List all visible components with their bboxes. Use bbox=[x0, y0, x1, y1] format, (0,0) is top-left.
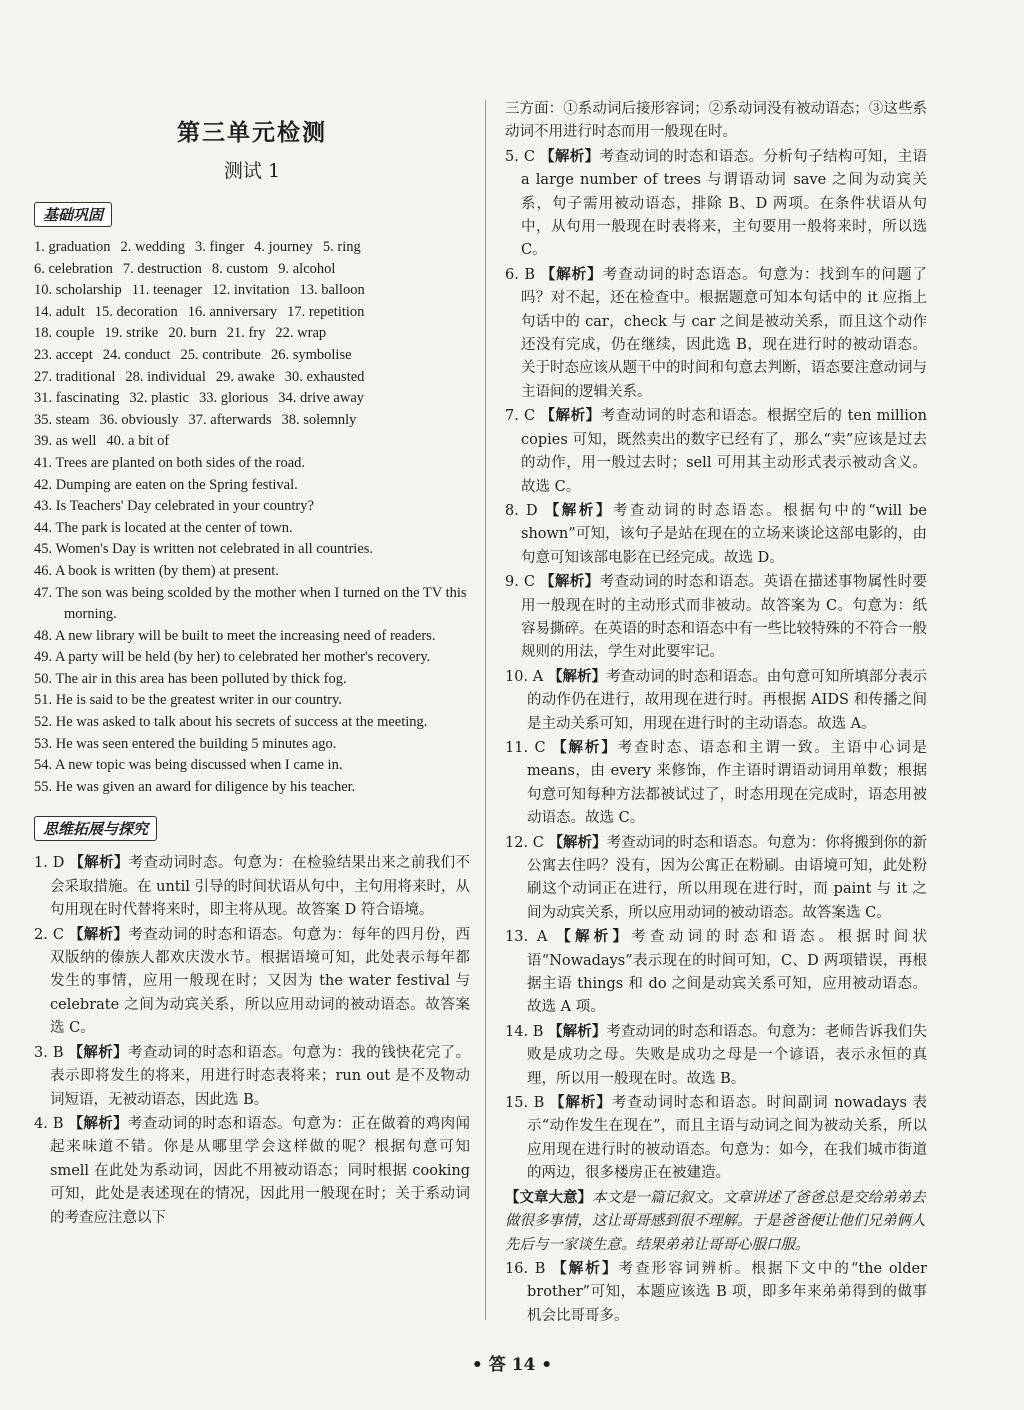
vocab-item: 12. invitation bbox=[212, 282, 290, 299]
sentence-item: 50. The air in this area has been polluted by thick fog. bbox=[34, 670, 347, 687]
vocab-item: 3. finger bbox=[194, 239, 245, 255]
answer-head: 5. C bbox=[505, 148, 535, 165]
answer-head: 13. A bbox=[505, 929, 548, 946]
article-summary bbox=[505, 1186, 927, 1257]
vocab-item: 13. balloon bbox=[299, 282, 365, 299]
answer-tag: 【解析】 bbox=[547, 667, 607, 685]
vocab-item: 39. as well bbox=[34, 433, 97, 450]
answer-text: 考查动词时态和语态。时间副词 nowadays 表示“动作发生在现在”，而且主语与动词之间为被动关系，所以应用现在进行时的被动语态。句意为：如今，在我们城市街道的两边，很多楼房正在被建造。 bbox=[527, 1095, 927, 1182]
vocab-item: 27. traditional bbox=[34, 368, 116, 385]
vocab-item: 37. afterwards bbox=[188, 411, 272, 428]
answer-tag: 【解析】 bbox=[539, 147, 600, 165]
answer-16 bbox=[505, 1257, 927, 1328]
basic-section-tag: 基础巩固 bbox=[34, 202, 112, 227]
answer-tag: 【解析】 bbox=[540, 407, 601, 425]
vocab-item: 1. graduation bbox=[34, 239, 111, 255]
answer-head: 2. C bbox=[34, 926, 64, 943]
vocab-item: 10. scholarship bbox=[34, 282, 122, 299]
sentence-item: 42. Dumping are eaten on the Spring festival. bbox=[34, 476, 298, 493]
answer-head: 3. B bbox=[34, 1044, 64, 1061]
answer-tag: 【解析】 bbox=[68, 925, 129, 943]
sentence-item: 46. A book is written (by them) at present. bbox=[34, 562, 279, 579]
vocab-item: 19. strike bbox=[104, 325, 159, 342]
answer-head: 12. C bbox=[505, 834, 544, 851]
answer-item bbox=[505, 499, 927, 570]
vocab-item: 5. ring bbox=[322, 239, 361, 255]
answer-tag: 【解析】 bbox=[552, 1259, 619, 1277]
answer-tag: 【解析】 bbox=[548, 1022, 607, 1040]
answer-item bbox=[505, 98, 927, 145]
vocab-item: 38. solemnly bbox=[281, 411, 357, 428]
answer-head: 16. B bbox=[505, 1260, 546, 1277]
summary-tag: 【文章大意】 bbox=[505, 1188, 592, 1206]
answer-head: 15. B bbox=[505, 1095, 545, 1112]
answer-head: 7. C bbox=[505, 408, 536, 425]
sentence-item: 48. A new library will be built to meet the increasing need of readers. bbox=[34, 627, 436, 644]
vocab-row bbox=[34, 259, 470, 281]
answer-tag: 【解析】 bbox=[539, 573, 600, 591]
test-subtitle: 测试 1 bbox=[223, 160, 281, 182]
vocab-item: 24. conduct bbox=[102, 346, 171, 363]
sentence-item: 45. Women's Day is written not celebrated in all countries. bbox=[34, 541, 374, 558]
summary-text: 本文是一篇记叙文。文章讲述了爸爸总是交给弟弟去做很多事情，这让哥哥感到很不理解。于是爸爸便让他们兄弟俩人先后与一家谈生意。结果弟弟让哥哥心服口服。 bbox=[505, 1189, 926, 1253]
vocab-row bbox=[34, 410, 470, 432]
answer-tag: 【解析】 bbox=[68, 1114, 129, 1132]
answer-item bbox=[505, 1091, 927, 1186]
answer-text: 考查动词的时态语态。句意为：找到车的问题了吗？对不起，还在检查中。根据题意可知本句话中的 it 应指上句话中的 car，check 与 car 之间是被动关系，而且这个动作还没有完成，仍在继续，因此选 B，现在进行时的被动语态。关于时态应该从题干中的时间和句意去判断，语态要注意动词与主语间的逻辑关系。 bbox=[521, 266, 928, 400]
answer-text: 考查形容词辨析。根据下文中的“the older brother”可知，本题应该选 B 项，即多年来弟弟得到的做事机会比哥哥多。 bbox=[527, 1260, 928, 1324]
answer-item bbox=[34, 851, 470, 922]
vocab-item: 18. couple bbox=[34, 325, 95, 342]
answer-item bbox=[34, 1112, 470, 1230]
vocab-item: 26. symbolise bbox=[270, 346, 352, 363]
vocab-item: 17. repetition bbox=[287, 303, 365, 320]
answer-text: 考查动词的时态和语态。句意为：我的钱快花完了。表示即将发生的将来，用进行时态表将来；run out 是不及物动词短语，无被动语态，因此选 B。 bbox=[50, 1044, 471, 1108]
vocab-item: 7. destruction bbox=[122, 260, 202, 277]
right-column bbox=[505, 98, 927, 1328]
answer-text: 考查动词的时态和语态。句意为：每年的四月份，西双版纳的傣族人都欢庆泼水节。根据语境可知，此处表示每年都发生的事情，应用一般现在时；又因为 the water festival 与 celebrate 之间为动宾关系，所以应用动词的被动语态。故答案选 C。 bbox=[50, 926, 471, 1037]
answer-item bbox=[505, 831, 927, 926]
answer-item bbox=[505, 925, 927, 1020]
unit-title: 第三单元检测 bbox=[177, 119, 327, 146]
answer-text: 考查动词时态。句意为：在检验结果出来之前我们不会采取措施。在 until 引导的时间状语从句中，主句用将来时，从句用现在时代替将来时，即主将从现。故答案 D 符合语境。 bbox=[50, 855, 471, 919]
sentence-item: 43. Is Teachers' Day celebrated in your country? bbox=[34, 498, 314, 515]
answer-tag: 【解析】 bbox=[68, 1043, 129, 1061]
vocab-item: 22. wrap bbox=[275, 325, 327, 342]
vocab-row bbox=[34, 237, 470, 259]
vocab-item: 31. fascinating bbox=[34, 390, 120, 407]
vocab-item: 33. glorious bbox=[198, 390, 269, 407]
answer-head: 8. D bbox=[505, 502, 538, 519]
answer-text: 三方面：①系动词后接形容词；②系动词没有被动语态；③这些系动词不用进行时态而用一般现在时。 bbox=[505, 101, 927, 141]
answer-head: 4. B bbox=[34, 1115, 64, 1132]
sentence-item: 44. The park is located at the center of town. bbox=[34, 519, 293, 536]
vocab-row bbox=[34, 323, 470, 345]
vocab-item: 9. alcohol bbox=[278, 260, 336, 277]
vocab-row bbox=[34, 280, 470, 302]
vocab-item: 20. burn bbox=[168, 325, 217, 342]
sentence-item: 47. The son was being scolded by the mother when I turned on the TV this morning. bbox=[34, 584, 467, 623]
answer-text: 考查动词的时态和语态。句意为：老师告诉我们失败是成功之母。失败是成功之母是一个谚语，表示永恒的真理，所以用一般现在时。故选 B。 bbox=[527, 1023, 928, 1087]
column-divider bbox=[485, 100, 486, 1320]
answer-item bbox=[505, 145, 927, 263]
vocab-item: 6. celebration bbox=[34, 260, 113, 277]
vocab-item: 14. adult bbox=[34, 303, 85, 320]
vocab-item: 34. drive away bbox=[278, 390, 365, 407]
page-number: • 答 14 • bbox=[471, 1355, 553, 1375]
vocab-item: 25. contribute bbox=[180, 346, 261, 363]
answer-text: 考查动词的时态和语态。分析句子结构可知，主语 a large number of trees 与谓语动词 save 之间为动宾关系，句子需用被动语态，排除 B、D 两项。在条件状语从句中，从句用一般现在时表将来，主句要用一般将来时，所以选 C。 bbox=[521, 148, 928, 259]
answer-item bbox=[34, 923, 470, 1041]
vocab-item: 21. fry bbox=[226, 325, 266, 342]
vocab-item: 30. exhausted bbox=[284, 368, 365, 385]
answer-tag: 【解析】 bbox=[544, 501, 613, 519]
vocab-item: 35. steam bbox=[34, 411, 90, 428]
right-answer-list bbox=[505, 98, 927, 1186]
answer-item bbox=[505, 404, 927, 499]
sentence-item: 49. A party will be held (by her) to celebrated her mother's recovery. bbox=[34, 649, 431, 666]
vocab-row bbox=[34, 388, 470, 410]
vocab-item: 16. anniversary bbox=[187, 303, 278, 320]
answer-item bbox=[505, 570, 927, 665]
vocab-item: 2. wedding bbox=[120, 239, 185, 255]
answer-tag: 【解析】 bbox=[69, 854, 129, 872]
explore-section-tag: 思维拓展与探究 bbox=[34, 816, 157, 841]
vocab-item: 40. a bit of bbox=[106, 433, 170, 450]
vocab-item: 15. decoration bbox=[94, 303, 178, 320]
answer-item bbox=[34, 1041, 470, 1112]
answer-text: 考查时态、语态和主谓一致。主语中心词是 means，由 every 来修饰，作主语时谓语动词用单数；根据句意可知每种方法都被试过了，时态用现在完成时，语态用被动语态。故选 C。 bbox=[527, 739, 928, 827]
vocab-item: 11. teenager bbox=[131, 282, 203, 299]
vocab-answers bbox=[34, 237, 470, 453]
answer-tag: 【解析】 bbox=[548, 833, 607, 851]
sentence-item: 51. He is said to be the greatest writer in our country. bbox=[34, 692, 342, 709]
answer-tag: 【解析】 bbox=[556, 928, 632, 946]
sentence-item: 53. He was seen entered the building 5 minutes ago. bbox=[34, 735, 337, 752]
vocab-item: 29. awake bbox=[215, 368, 275, 385]
answer-head: 14. B bbox=[505, 1023, 544, 1040]
answer-text: 考查动词的时态和语态。句意为：你将搬到你的新公寓去住吗？没有，因为公寓正在粉刷。由语境可知，此处粉刷这个动词正在进行，所以用现在进行时，而 paint 与 it 之间为动宾关系，所以应用动词的被动语态。故答案选 C。 bbox=[527, 834, 928, 921]
sentence-answers bbox=[34, 453, 470, 799]
answer-tag: 【解析】 bbox=[540, 265, 603, 283]
answer-text: 考查动词的时态和语态。根据时间状语“Nowadays”表示现在的时间可知，C、D 两项错误，再根据主语 things 和 do 之间是动宾关系可知，应用被动语态。故选 A 项。 bbox=[527, 929, 927, 1016]
vocab-item: 23. accept bbox=[34, 346, 93, 363]
vocab-row bbox=[34, 302, 470, 324]
sentence-item: 55. He was given an award for diligence by his teacher. bbox=[34, 778, 356, 795]
answer-head: 9. C bbox=[505, 574, 535, 591]
vocab-item: 36. obviously bbox=[99, 411, 179, 428]
answer-tag: 【解析】 bbox=[552, 738, 618, 756]
answer-text: 考查动词的时态和语态。根据空后的 ten million copies 可知，既然卖出的数字已经有了，那么“卖”应该是过去的动作，用一般过去时；sell 可用其主动形式表示被动含义。故选 C。 bbox=[521, 408, 928, 495]
vocab-row bbox=[34, 431, 470, 453]
vocab-item: 32. plastic bbox=[129, 390, 189, 407]
answer-head: 10. A bbox=[505, 668, 544, 685]
vocab-item: 28. individual bbox=[125, 368, 206, 385]
answer-head: 11. C bbox=[505, 739, 546, 756]
answer-text: 考查动词的时态语态。根据句中的“will be shown”可知，该句子是站在现在的立场来谈论这部电影的，由句意可知该部电影在已经完成。故选 D。 bbox=[521, 502, 927, 566]
vocab-item: 8. custom bbox=[211, 260, 269, 277]
answer-item bbox=[505, 263, 927, 404]
vocab-row bbox=[34, 367, 470, 389]
sentence-item: 52. He was asked to talk about his secrets of success at the meeting. bbox=[34, 714, 428, 731]
left-column bbox=[34, 100, 470, 1230]
answer-text: 考查动词的时态和语态。由句意可知所填部分表示的动作仍在进行，故用现在进行时。再根据 AIDS 和传播之间是主动关系可知，用现在进行时的主动语态。故选 A。 bbox=[527, 668, 928, 732]
sentence-item: 54. A new topic was being discussed when I came in. bbox=[34, 757, 343, 774]
answer-item bbox=[505, 1020, 927, 1091]
answer-text: 考查动词的时态和语态。英语在描述事物属性时要用一般现在时的主动形式而非被动。故答案为 C。句意为：纸容易撕碎。在英语的时态和语态中有一些比较特殊的不符合一般规则的用法，学生对此要牢记。 bbox=[521, 574, 928, 661]
vocab-item: 4. journey bbox=[254, 239, 313, 255]
answer-item bbox=[505, 1257, 927, 1328]
left-answer-list bbox=[34, 851, 470, 1230]
answer-head: 1. D bbox=[34, 855, 65, 872]
answer-item bbox=[505, 736, 927, 831]
answer-tag: 【解析】 bbox=[549, 1094, 612, 1112]
answer-item bbox=[505, 665, 927, 736]
answer-head: 6. B bbox=[505, 266, 536, 283]
sentence-item: 41. Trees are planted on both sides of the road. bbox=[34, 454, 306, 471]
answer-text: 考查动词的时态和语态。句意为：正在做着的鸡肉闻起来味道不错。你是从哪里学会这样做的呢？根据句意可知 smell 在此处为系动词，因此不用被动语态；同时根据 cooking 可知，此处是表述现在的情况，因此用一般现在时；关于系动词的考查应注意以下 bbox=[50, 1115, 471, 1226]
vocab-row bbox=[34, 345, 470, 367]
